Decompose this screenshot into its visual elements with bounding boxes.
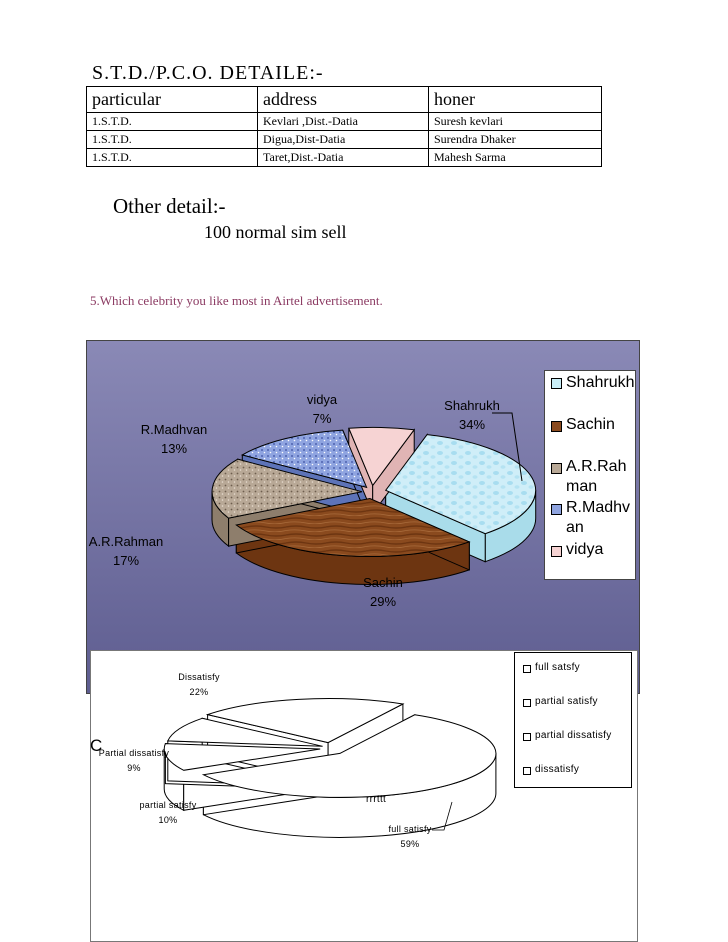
table-header-row	[87, 87, 602, 113]
label-partial-dissatisfy: Partial dissatisfy 9%	[98, 748, 170, 773]
legend-swatch	[551, 546, 562, 557]
label-shahrukh: Shahrukh 34%	[444, 398, 500, 432]
legend-entry: full satsfy	[535, 662, 580, 673]
legend-entry: Shahrukh	[566, 374, 635, 391]
table-cell: Kevlari ,Dist.-Datia	[258, 113, 429, 131]
table-cell: Suresh kevlari	[429, 113, 602, 131]
legend-swatch	[551, 378, 562, 389]
legend-swatch	[551, 421, 562, 432]
table-cell: Digua,Dist-Datia	[258, 131, 429, 149]
stray-text: C	[90, 736, 103, 755]
label-vidya: vidya 7%	[306, 392, 338, 426]
legend-entry: Sachin	[566, 416, 615, 433]
legend-swatch	[523, 733, 531, 741]
legend-swatch	[551, 504, 562, 515]
label-full-satisfy: full satisfy 59%	[388, 824, 432, 849]
table-row	[87, 149, 602, 167]
label-sachin: Sachin 29%	[363, 575, 403, 609]
legend-entry: dissatisfy	[535, 764, 580, 775]
other-detail-heading: Other detail:-	[113, 194, 226, 218]
chart2-legend	[514, 652, 632, 788]
legend-swatch	[523, 767, 531, 775]
survey-question: 5.Which celebrity you like most in Airtel advertisement.	[90, 293, 383, 308]
label-dissatisfy: Dissatisfy 22%	[178, 672, 220, 697]
legend-swatch	[523, 665, 531, 673]
leader-line-full-satisfy	[428, 800, 458, 836]
table-cell: 1.S.T.D.	[87, 113, 258, 131]
column-header-address: address	[258, 87, 429, 113]
table-row	[87, 113, 602, 131]
table-cell: Mahesh Sarma	[429, 149, 602, 167]
chart2-title: rrrttt	[366, 794, 387, 805]
label-ar-rahman: A.R.Rahman 17%	[88, 534, 164, 568]
legend-entry: partial dissatisfy	[535, 730, 612, 741]
column-header-honer: honer	[429, 87, 602, 113]
table-cell: 1.S.T.D.	[87, 149, 258, 167]
table-cell: Surendra Dhaker	[429, 131, 602, 149]
std-table	[86, 86, 602, 167]
legend-entry: partial satisfy	[535, 696, 598, 707]
section-heading: S.T.D./P.C.O. DETAILE:-	[92, 62, 324, 84]
label-r-madhvan: R.Madhvan 13%	[140, 422, 208, 456]
legend-swatch	[523, 699, 531, 707]
sim-sell-text: 100 normal sim sell	[204, 222, 347, 242]
legend-entry: vidya	[566, 541, 604, 558]
legend-entry: R.Madhv an	[566, 499, 631, 536]
table-cell: 1.S.T.D.	[87, 131, 258, 149]
legend-swatch	[551, 463, 562, 474]
table-row	[87, 131, 602, 149]
chart1-legend	[544, 370, 636, 580]
column-header-particular: particular	[87, 87, 258, 113]
label-partial-satisfy: partial satisfy 10%	[139, 800, 197, 825]
legend-entry: A.R.Rah man	[566, 458, 627, 495]
leader-line-shahrukh	[490, 405, 530, 485]
table-cell: Taret,Dist.-Datia	[258, 149, 429, 167]
